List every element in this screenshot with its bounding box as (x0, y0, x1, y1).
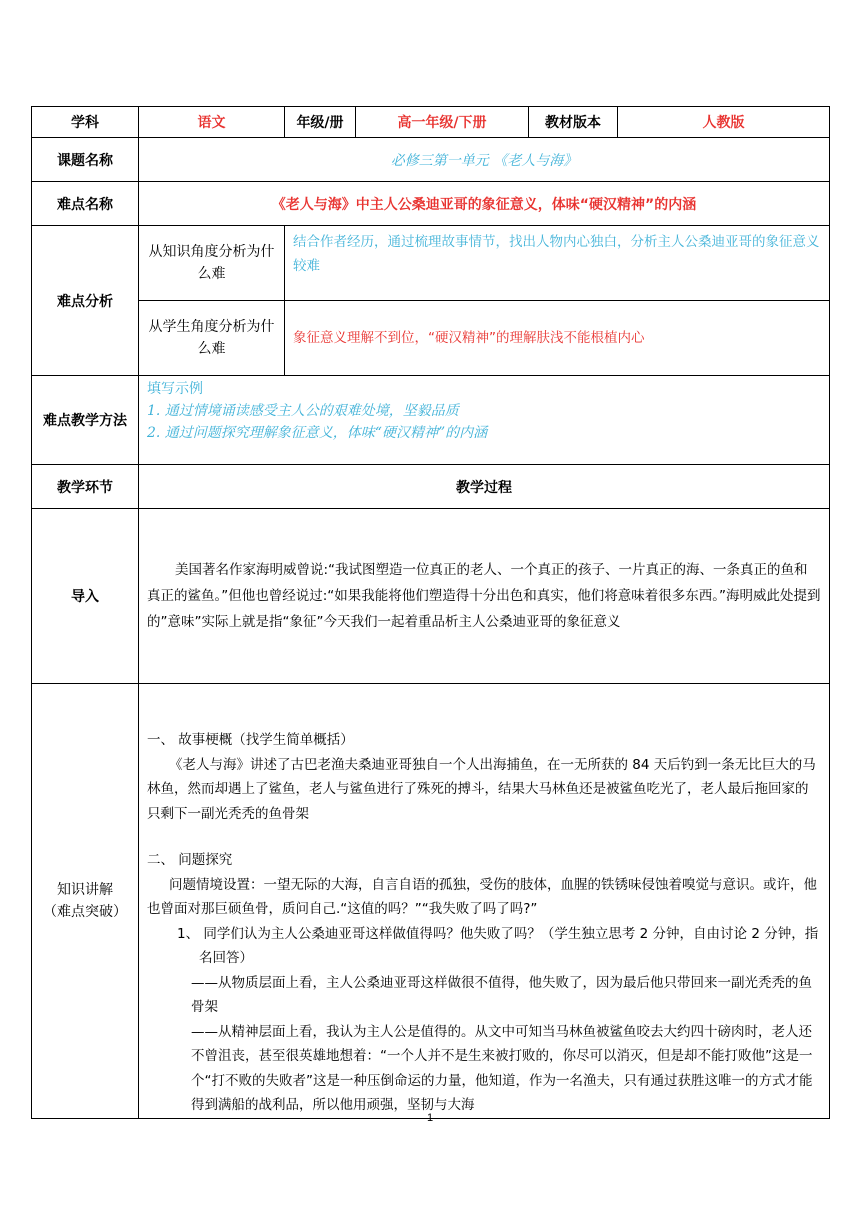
course-row (32, 138, 830, 182)
method-row (32, 376, 830, 465)
question-1: 1、 同学们认为主人公桑迪亚哥这样做值得吗？他失败了吗？（学生独立思考 2 分钟，自由讨论 2 分钟，指名回答） (177, 925, 819, 966)
section1-title: 一、 故事梗概（找学生简单概括） (147, 732, 354, 748)
section2-title: 二、 问题探究 (147, 852, 233, 868)
knowledge-label (32, 684, 139, 1119)
page-number: 1 (426, 1112, 434, 1124)
answer-2: ——从精神层面上看，我认为主人公是值得的。从文中可知当马林鱼被鲨鱼咬去大约四十磅肉时，老人还不曾沮丧，甚至很英雄地想着：“一个人并不是生来被打败的，你尽可以消灭，但是却不能打败他”这是一个“打不败的失败者”这是一种压倒命运的力量，他知道，作为一名渔夫，只有通过获胜这唯一的方式才能得到满船的战利品，所以他用顽强，坚韧与大海 (191, 1023, 813, 1113)
knowledge-angle-label: 从知识角度分析为什么难 (139, 226, 285, 301)
method-content (139, 376, 830, 465)
method-label: 难点教学方法 (32, 376, 139, 465)
intro-row (32, 509, 830, 684)
difficulty-row (32, 182, 830, 226)
method-item-2: 2. 通过问题探究理解象征意义，体味“硬汉精神”的内涵 (147, 425, 488, 441)
section2-text: 问题情境设置：一望无际的大海，自言自语的孤独，受伤的肢体，血腥的铁锈味侵蚀着嗅觉与意识。或许，他也曾面对那巨硕鱼骨，质问自己.“这值的吗？”“我失败了吗了吗?” (147, 876, 817, 917)
knowledge-label-line1: 知识讲解 (57, 881, 113, 898)
analysis-label: 难点分析 (32, 226, 139, 376)
grade-label: 年级/册 (285, 107, 356, 138)
student-angle-label: 从学生角度分析为什么难 (139, 301, 285, 376)
student-angle-value: 象征意义理解不到位，“硬汉精神”的理解肤浅不能根植内心 (285, 301, 830, 376)
answer-1: ——从物质层面上看，主人公桑迪亚哥这样做很不值得，他失败了，因为最后他只带回来一副光秃秃的鱼骨架 (191, 974, 812, 1015)
knowledge-row (32, 684, 830, 1119)
intro-label: 导入 (32, 509, 139, 684)
subject-value: 语文 (139, 107, 285, 138)
intro-content (139, 509, 830, 684)
course-value: 必修三第一单元 《老人与海》 (139, 138, 830, 182)
knowledge-label-line2: （难点突破） (43, 903, 127, 920)
method-item-1: 1. 通过情境诵读感受主人公的艰难处境，坚毅品质 (147, 403, 459, 419)
edition-value: 人教版 (618, 107, 830, 138)
analysis-row-knowledge (32, 226, 830, 301)
knowledge-angle-value: 结合作者经历，通过梳理故事情节，找出人物内心独白，分析主人公桑迪亚哥的象征意义较难 (285, 226, 830, 301)
knowledge-content (139, 684, 830, 1119)
header-row (32, 107, 830, 138)
edition-label: 教材版本 (529, 107, 618, 138)
difficulty-label: 难点名称 (32, 182, 139, 226)
lesson-plan-table (31, 106, 830, 1119)
difficulty-value: 《老人与海》中主人公桑迪亚哥的象征意义，体味“硬汉精神”的内涵 (139, 182, 830, 226)
subject-label: 学科 (32, 107, 139, 138)
course-label: 课题名称 (32, 138, 139, 182)
process-header-row (32, 465, 830, 509)
intro-text: 美国著名作家海明威曾说:“我试图塑造一位真正的老人、一个真正的孩子、一片真正的海、一条真正的鱼和真正的鲨鱼。”但他也曾经说过:“如果我能将他们塑造得十分出色和真实，他们将意味着很多东西。”海明威此处提到的”意味”实际上就是指“象征”今天我们一起着重品析主人公桑迪亚哥的象征意义 (147, 562, 821, 630)
analysis-row-student (32, 301, 830, 376)
section1-text: 《老人与海》讲述了古巴老渔夫桑迪亚哥独自一个人出海捕鱼，在一无所获的 84 天后钓到一条无比巨大的马林鱼，然而却遇上了鲨鱼，老人与鲨鱼进行了殊死的搏斗，结果大马林鱼还是被鲨鱼吃光了，老人最后拖回家的只剩下一副光秃秃的鱼骨架 (147, 756, 816, 822)
process-stage-label: 教学环节 (32, 465, 139, 509)
grade-value: 高一年级/下册 (356, 107, 529, 138)
method-example-label: 填写示例 (147, 381, 203, 397)
process-label: 教学过程 (139, 465, 830, 509)
